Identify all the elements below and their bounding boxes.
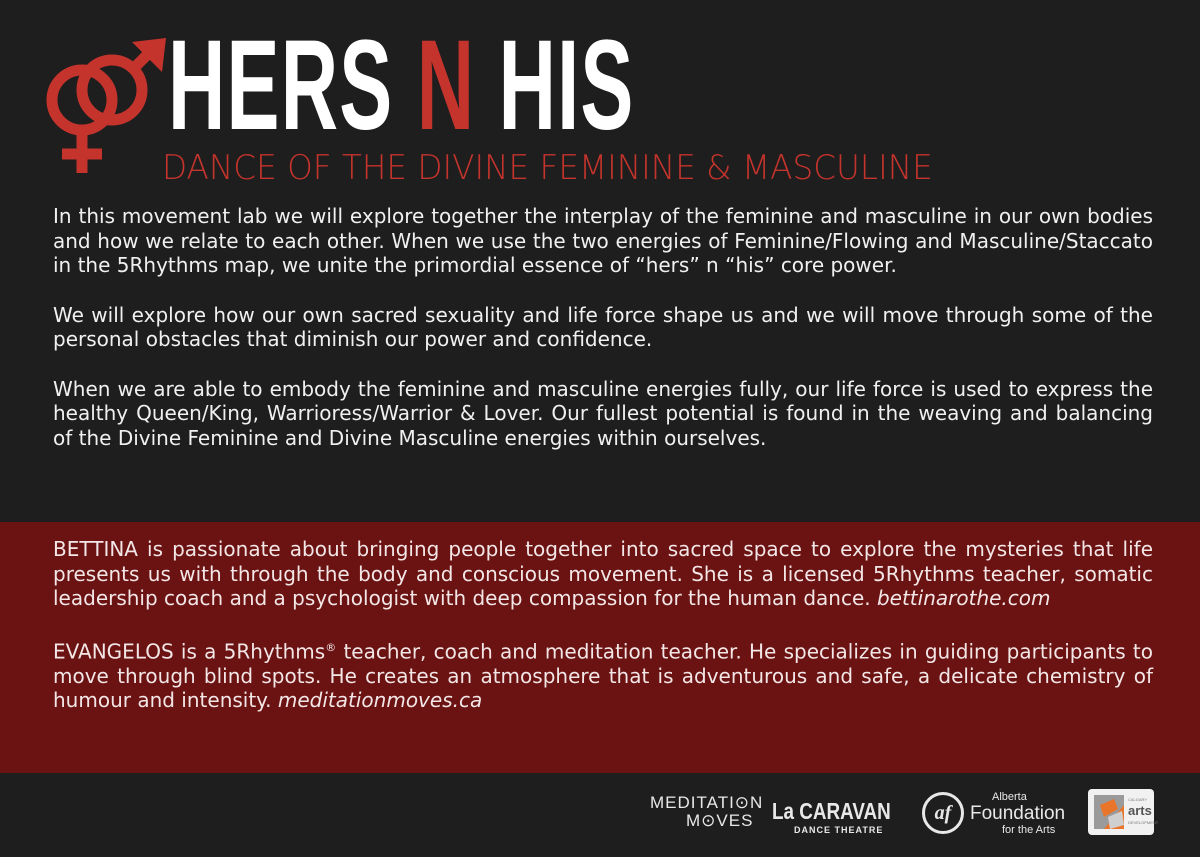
gender-symbols-icon [40,38,170,178]
intro-paragraph-2: We will explore how our own sacred sexuality and life force shape us and we will move through some of the personal obstacles that diminish our power and confidence. [53,302,1153,351]
bettina-website-link[interactable]: bettinarothe.com [876,586,1051,610]
evangelos-bio: EVANGELOS is a 5Rhythms® teacher, coach and meditation teacher. He specializes in guiding participants to move through blind spots. He creates an atmosphere that is adventurous and safe, a delicate chemistry of humour and intensity. meditationmoves.ca [53,639,1153,713]
meditation-moves-logo: MEDITATI⊙N M⊙VES [650,793,764,830]
calgary-arts-mark-icon [1094,795,1124,829]
page-subtitle: DANCE OF THE DIVINE FEMININE & MASCULINE [162,148,933,188]
bettina-bio: BETTINA is passionate about bringing people together into sacred space to explore the mysteries that life presents us with through the body and conscious movement. She is a licensed 5Rhythms teacher, somatic leadership coach and a psychologist with deep compassion for the human dance. bettinarothe.com [53,537,1153,610]
evangelos-website-link[interactable]: meditationmoves.ca [277,688,483,713]
bios-section [0,522,1200,773]
af-mark-icon: af [922,792,964,834]
sponsor-logos [640,782,1200,857]
title-accent: N [416,14,476,157]
alberta-foundation-logo: af Alberta Foundation for the Arts [922,790,1072,840]
calgary-arts-logo: CALGARY arts DEVELOPMENT [1088,789,1154,835]
la-caravan-logo: La CARAVAN DANCE THEATRE [772,798,891,835]
intro-paragraph-3: When we are able to embody the feminine and masculine energies fully, our life force is used to express the healthy Queen/King, Warrioress/Warrior & Lover. Our fullest potential is found in the weaving and balancing of the Divine Feminine and Divine Masculine energies within ourselves. [53,376,1153,450]
registered-mark: ® [325,640,337,654]
intro-section [53,204,1153,475]
page-title: HERS N HIS [168,14,635,157]
intro-paragraph-1: In this movement lab we will explore together the interplay of the feminine and masculine in our own bodies and how we relate to each other. When we use the two energies of Feminine/Flowing and Masculine/Staccato in the 5Rhythms map, we unite the primordial essence of “hers” n “his” core power. [53,204,1153,277]
